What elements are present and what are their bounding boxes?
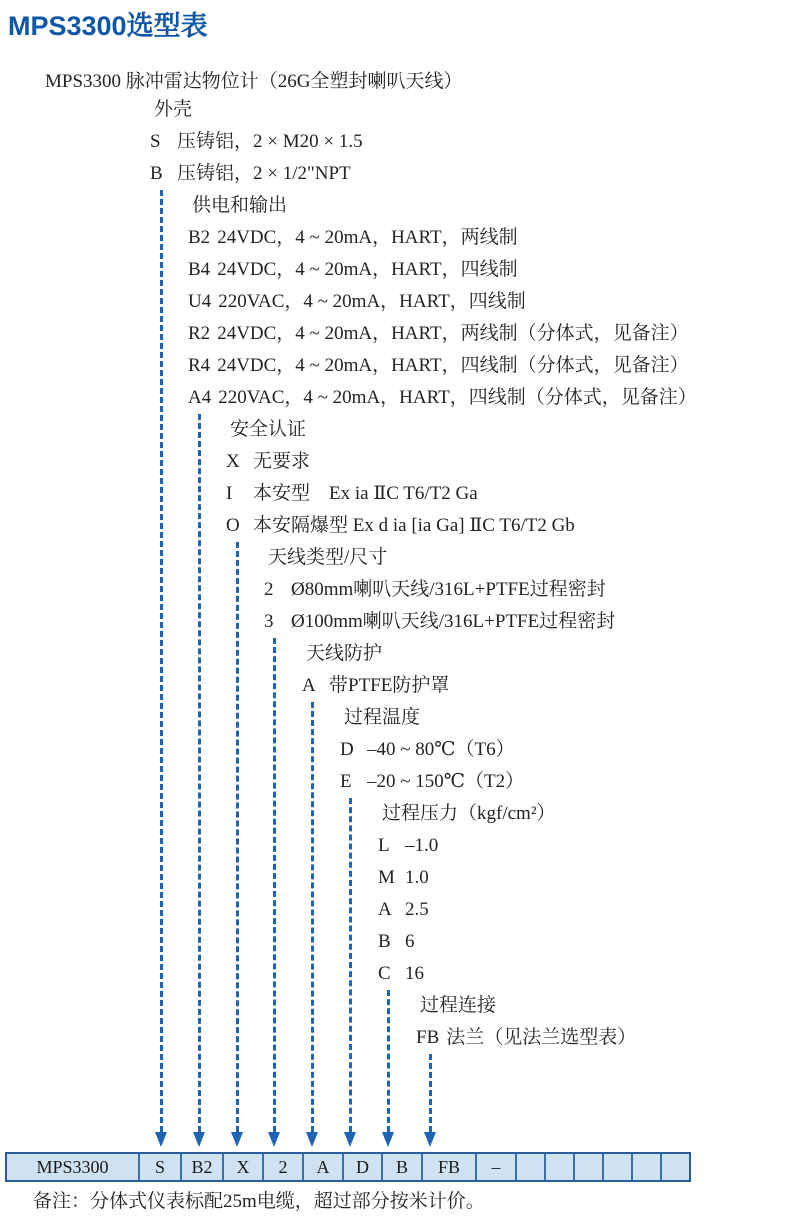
option-desc: 6 (405, 931, 415, 952)
empty-code-cell (515, 1154, 544, 1180)
section-header: 过程连接 (420, 995, 497, 1016)
option-desc: Ø80mm喇叭天线/316L+PTFE过程密封 (291, 579, 606, 600)
option-desc: 压铸铝，2 × 1/2"NPT (177, 163, 351, 184)
order-code-table (5, 1152, 691, 1182)
option-row (188, 387, 697, 409)
option-row (378, 931, 415, 953)
code-cell: A (302, 1154, 342, 1180)
arrow-down-icon (382, 1132, 394, 1147)
code-cell: X (222, 1154, 262, 1180)
option-row (150, 131, 363, 153)
arrow-down-icon (344, 1132, 356, 1147)
page-title: MPS3300选型表 (8, 11, 208, 41)
arrow-down-icon (193, 1132, 205, 1147)
code-cell: S (138, 1154, 180, 1180)
option-desc: 带PTFE防护罩 (329, 675, 450, 696)
option-code: A (302, 675, 316, 696)
connector-dashed-line (349, 798, 352, 1132)
option-code: B (150, 163, 163, 184)
empty-code-cell (602, 1154, 631, 1180)
option-row (264, 611, 615, 633)
arrow-down-icon (231, 1132, 243, 1147)
option-desc: 2.5 (405, 899, 429, 920)
empty-code-cell (660, 1154, 689, 1180)
option-code: A (378, 899, 392, 920)
section-header: 供电和输出 (192, 195, 288, 216)
product-line: MPS3300 脉冲雷达物位计（26G全塑封喇叭天线） (45, 71, 463, 92)
option-row (188, 355, 689, 377)
option-row (188, 323, 689, 345)
option-desc: 无要求 (253, 451, 311, 472)
connector-dashed-line (429, 1054, 432, 1132)
option-code: I (226, 483, 233, 504)
arrow-down-icon (424, 1132, 436, 1147)
option-code: 3 (264, 611, 274, 632)
option-code: S (150, 131, 161, 152)
option-row (340, 739, 515, 761)
option-code: B4 (188, 259, 211, 280)
code-cell: D (342, 1154, 381, 1180)
option-desc: 24VDC，4 ~ 20mA，HART，四线制 (217, 259, 518, 280)
option-desc: –1.0 (405, 835, 439, 856)
section-header: 外壳 (154, 99, 193, 120)
arrow-down-icon (306, 1132, 318, 1147)
option-row (416, 1027, 636, 1049)
option-code: D (340, 739, 354, 760)
section-header: 过程温度 (344, 707, 421, 728)
arrow-down-icon (155, 1132, 167, 1147)
code-cell: 2 (262, 1154, 302, 1180)
code-cell: B (381, 1154, 421, 1180)
option-code: O (226, 515, 240, 536)
option-desc: –40 ~ 80℃（T6） (367, 739, 515, 760)
option-row (226, 451, 310, 473)
option-row (150, 163, 351, 185)
code-cell: FB (421, 1154, 475, 1180)
option-code: B2 (188, 227, 211, 248)
connector-dashed-line (198, 414, 201, 1132)
option-code: 2 (264, 579, 274, 600)
option-desc: –20 ~ 150℃（T2） (367, 771, 525, 792)
section-header: 天线类型/尺寸 (268, 547, 388, 568)
option-code: M (378, 867, 395, 888)
connector-dashed-line (387, 990, 390, 1132)
option-desc: Ø100mm喇叭天线/316L+PTFE过程密封 (291, 611, 616, 632)
option-desc: 本安隔爆型 Ex d ia [ia Ga] ⅡC T6/T2 Gb (253, 515, 575, 536)
option-desc: 24VDC，4 ~ 20mA，HART，两线制 (217, 227, 518, 248)
option-row (188, 259, 518, 281)
option-code: FB (416, 1027, 440, 1048)
option-code: R4 (188, 355, 211, 376)
option-row (188, 291, 526, 313)
option-desc: 220VAC，4 ~ 20mA，HART，四线制 (218, 291, 526, 312)
arrow-down-icon (268, 1132, 280, 1147)
option-code: E (340, 771, 352, 792)
option-row (302, 675, 449, 697)
option-desc: 1.0 (405, 867, 429, 888)
option-code: L (378, 835, 390, 856)
option-desc: 本安型 Ex ia ⅡC T6/T2 Ga (253, 483, 478, 504)
option-desc: 法兰（见法兰选型表） (446, 1027, 637, 1048)
section-header: 安全认证 (230, 419, 307, 440)
option-desc: 24VDC，4 ~ 20mA，HART，四线制（分体式，见备注） (217, 355, 689, 376)
option-desc: 24VDC，4 ~ 20mA，HART，两线制（分体式，见备注） (217, 323, 689, 344)
connector-dashed-line (273, 638, 276, 1132)
code-cell: B2 (180, 1154, 222, 1180)
option-desc: 220VAC，4 ~ 20mA，HART，四线制（分体式，见备注） (218, 387, 697, 408)
connector-dashed-line (236, 542, 239, 1132)
option-code: U4 (188, 291, 212, 312)
option-code: X (226, 451, 240, 472)
connector-dashed-line (311, 702, 314, 1132)
option-row (378, 867, 429, 889)
option-code: R2 (188, 323, 211, 344)
section-header: 过程压力（kgf/cm²） (382, 803, 556, 824)
option-row (226, 483, 478, 505)
option-desc: 压铸铝，2 × M20 × 1.5 (177, 131, 363, 152)
section-header: 天线防护 (306, 643, 383, 664)
option-row (264, 579, 606, 601)
option-row (378, 835, 438, 857)
option-row (378, 899, 429, 921)
option-row (188, 227, 518, 249)
option-row (378, 963, 424, 985)
option-code: B (378, 931, 391, 952)
option-code: C (378, 963, 391, 984)
code-cell: – (475, 1154, 515, 1180)
footnote: 备注：分体式仪表标配25m电缆，超过部分按米计价。 (33, 1191, 485, 1212)
option-code: A4 (188, 387, 212, 408)
empty-code-cell (573, 1154, 602, 1180)
empty-code-cell (631, 1154, 660, 1180)
model-cell: MPS3300 (36, 1157, 109, 1177)
option-desc: 16 (405, 963, 424, 984)
empty-code-cell (544, 1154, 573, 1180)
option-row (226, 515, 575, 537)
connector-dashed-line (160, 190, 163, 1132)
option-row (340, 771, 524, 793)
